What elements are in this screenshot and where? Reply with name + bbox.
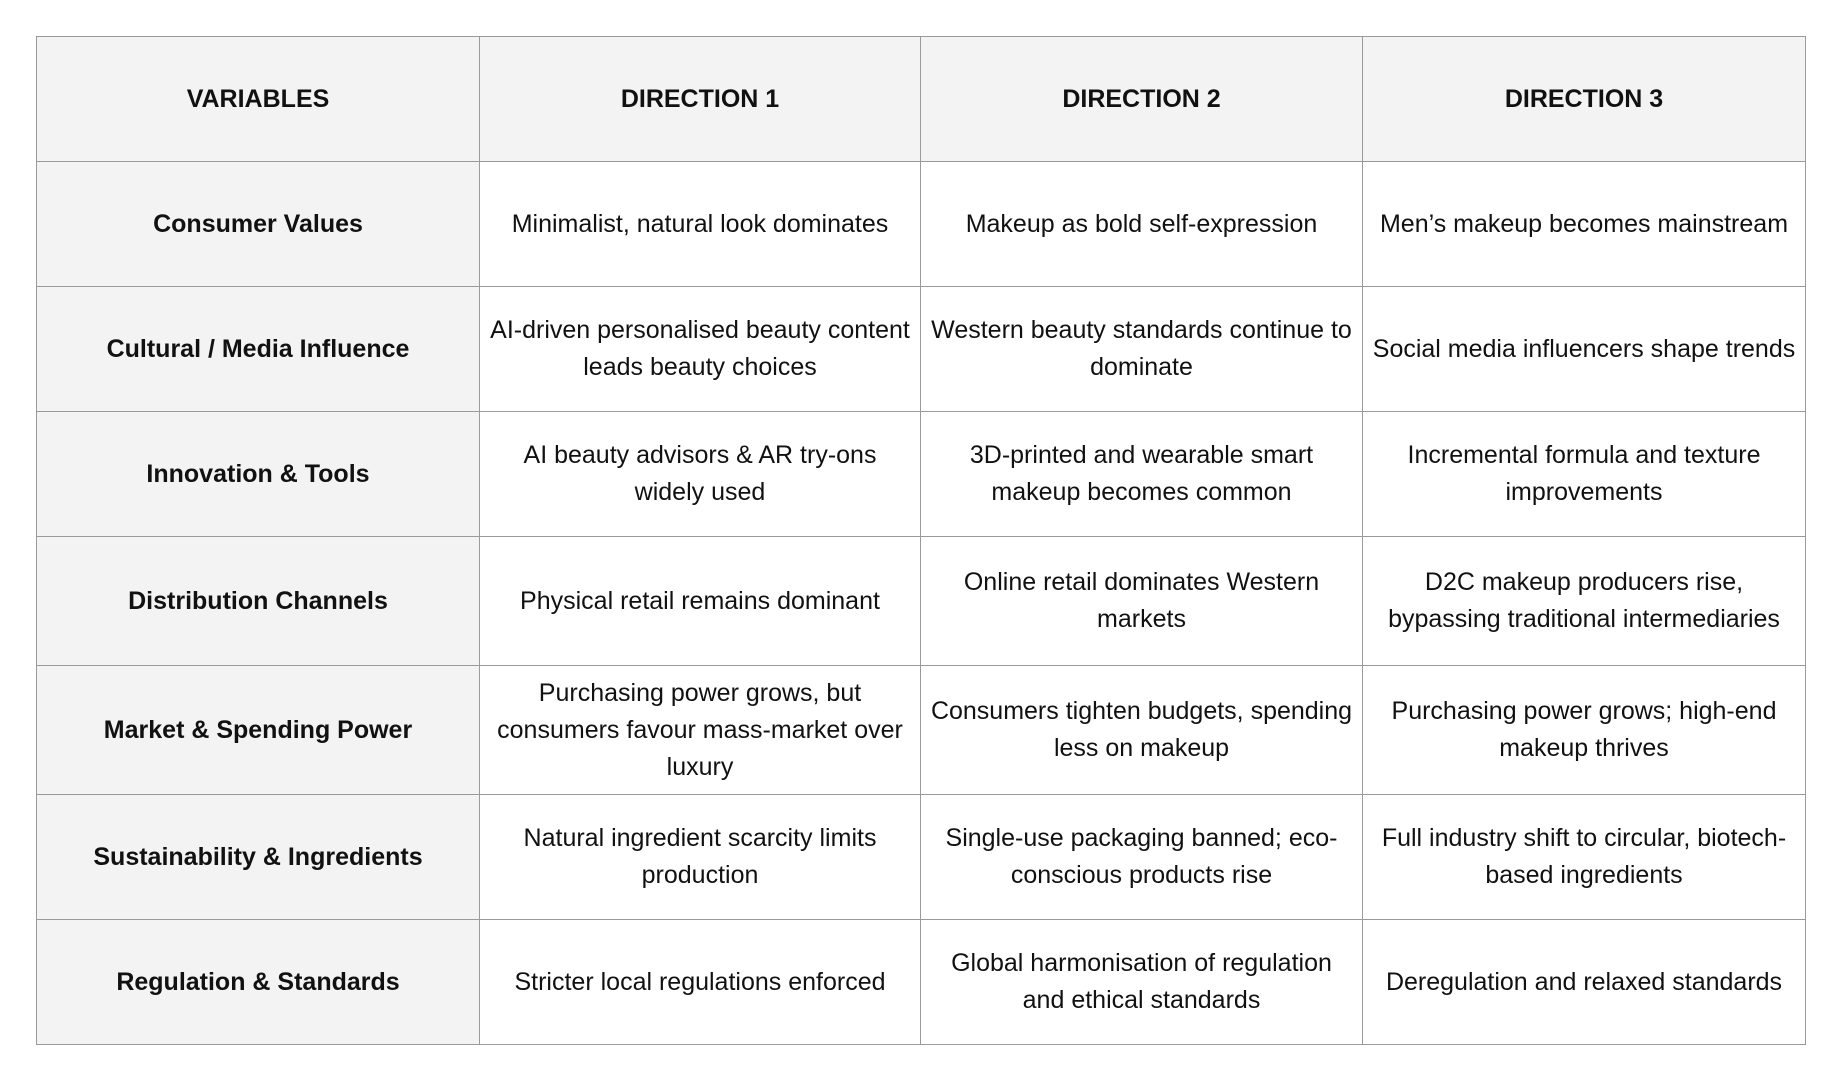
direction-2-cell: Consumers tighten budgets, spending less on makeup — [921, 666, 1363, 795]
table-row — [37, 920, 1806, 1045]
variable-cell: Regulation & Standards — [37, 920, 480, 1045]
variable-cell: Innovation & Tools — [37, 412, 480, 537]
direction-1-cell: AI beauty advisors & AR try-ons widely used — [480, 412, 921, 537]
direction-2-cell: 3D-printed and wearable smart makeup becomes common — [921, 412, 1363, 537]
header-row — [37, 37, 1806, 162]
table-row — [37, 162, 1806, 287]
direction-3-cell: Full industry shift to circular, biotech-based ingredients — [1363, 795, 1806, 920]
header-direction-3: DIRECTION 3 — [1363, 37, 1806, 162]
direction-2-cell: Global harmonisation of regulation and ethical standards — [921, 920, 1363, 1045]
direction-3-cell: Men’s makeup becomes mainstream — [1363, 162, 1806, 287]
variable-cell: Cultural / Media Influence — [37, 287, 480, 412]
variable-cell: Distribution Channels — [37, 537, 480, 666]
direction-1-cell: Stricter local regulations enforced — [480, 920, 921, 1045]
direction-1-cell: Physical retail remains dominant — [480, 537, 921, 666]
table-row — [37, 287, 1806, 412]
direction-1-cell: Purchasing power grows, but consumers favour mass-market over luxury — [480, 666, 921, 795]
header-direction-2: DIRECTION 2 — [921, 37, 1363, 162]
variable-cell: Consumer Values — [37, 162, 480, 287]
direction-2-cell: Western beauty standards continue to dominate — [921, 287, 1363, 412]
direction-2-cell: Single-use packaging banned; eco-conscious products rise — [921, 795, 1363, 920]
table-row — [37, 666, 1806, 795]
direction-1-cell: Minimalist, natural look dominates — [480, 162, 921, 287]
table-row — [37, 795, 1806, 920]
header-variables: VARIABLES — [37, 37, 480, 162]
direction-1-cell: AI-driven personalised beauty content leads beauty choices — [480, 287, 921, 412]
variable-cell: Sustainability & Ingredients — [37, 795, 480, 920]
direction-1-cell: Natural ingredient scarcity limits production — [480, 795, 921, 920]
direction-3-cell: Deregulation and relaxed standards — [1363, 920, 1806, 1045]
direction-2-cell: Online retail dominates Western markets — [921, 537, 1363, 666]
scenario-matrix-table — [36, 36, 1806, 1045]
table-row — [37, 537, 1806, 666]
direction-2-cell: Makeup as bold self-expression — [921, 162, 1363, 287]
direction-3-cell: Incremental formula and texture improvements — [1363, 412, 1806, 537]
direction-3-cell: Purchasing power grows; high-end makeup thrives — [1363, 666, 1806, 795]
table-row — [37, 412, 1806, 537]
direction-3-cell: Social media influencers shape trends — [1363, 287, 1806, 412]
variable-cell: Market & Spending Power — [37, 666, 480, 795]
direction-3-cell: D2C makeup producers rise, bypassing traditional intermediaries — [1363, 537, 1806, 666]
header-direction-1: DIRECTION 1 — [480, 37, 921, 162]
